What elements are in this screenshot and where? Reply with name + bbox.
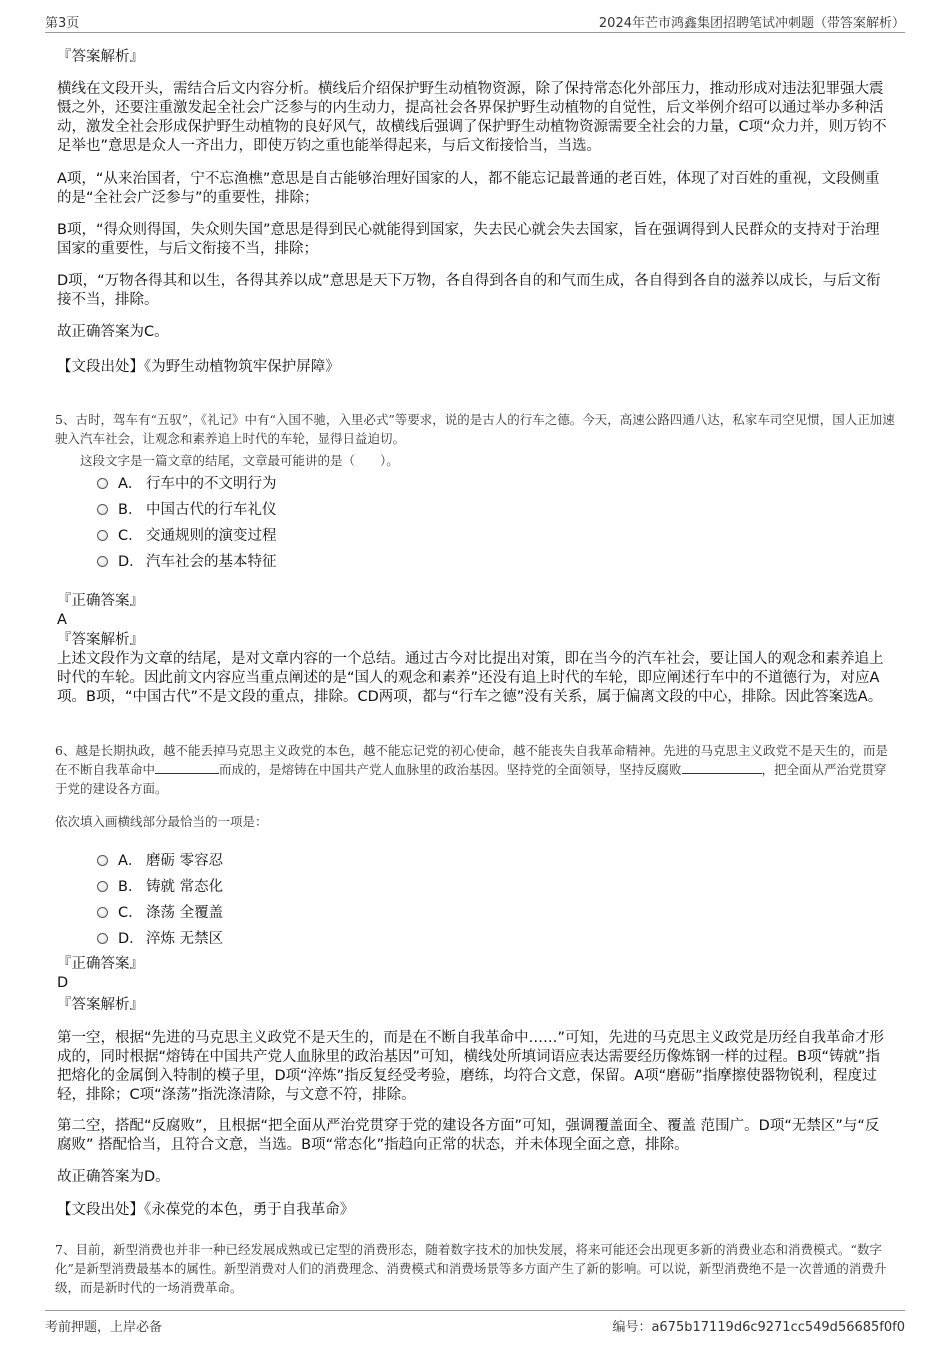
q4-analysis-p1: 横线在文段开头，需结合后文内容分析。横线后介绍保护野生动植物资源，除了保持常态化外部压力，推动形成对违法犯罪强大震慑之外，还要注重激发起全社会广泛参与的内生动力，提高社会各界保护野生动植物的自觉性，后文举例介绍可以通过举办多种活动，激发全社会形成保护野生动植物的良好风气，故横线后强调了保护野生动植物资源需要全社会的力量，C项“众力并，则万钧不足举也”意思是众人一齐出力，即使万钧之重也能举得起来，与后文衔接恰当，当选。 [57,81,887,154]
page-footer [45,1310,905,1337]
radio-icon[interactable] [97,907,108,918]
q4-answer-text: 故正确答案为C。 [57,324,169,340]
q6-analysis-p2: 第二空，搭配“反腐败”，且根据“把全面从严治党贯穿于党的建设各方面”可知，强调覆盖面全、覆盖 范围广。D项“无禁区”与“反腐败” 搭配恰当，且符合文意，当选。B项“常态化”指趋向正常的状态，并未体现全面之意，排除。 [57,1118,880,1153]
q6-answer-text: 故正确答案为D。 [57,1169,170,1185]
footer-slogan: 考前押题，上岸必备 [45,1320,163,1335]
q5-answer-label: 『正确答案』 [57,593,144,609]
q6-question: 依次填入画横线部分最恰当的一项是： [55,814,268,829]
document-title: 2024年芒市鸿鑫集团招聘笔试冲刺题（带答案解析） [598,16,905,31]
q6-option-d[interactable]: D． 淬炼 无禁区 [97,927,223,949]
q6-answer-label: 『正确答案』 [57,956,144,972]
radio-icon[interactable] [97,478,108,489]
q6-answer: D [57,975,69,991]
q5-option-c[interactable]: C． 交通规则的演变过程 [97,524,277,546]
q4-analysis-p2: A项，“从来治国者，宁不忘渔樵”意思是自古能够治理好国家的人，都不能忘记最普通的老百姓，体现了对百姓的重视，文段侧重的是“全社会广泛参与”的重要性，排除； [57,171,880,206]
q5-option-d[interactable]: D． 汽车社会的基本特征 [97,550,277,572]
blank-2 [682,761,762,774]
q6-option-a[interactable]: A． 磨砺 零容忍 [97,849,223,871]
document-id: 编号：a675b17119d6c9271cc549d56685f0f0 [612,1320,905,1335]
q5-question: 这段文字是一篇文章的结尾，文章最可能讲的是（ ）。 [80,453,399,468]
q4-analysis-p4: D项，“万物各得其和以生，各得其养以成”意思是天下万物，各自得到各自的和气而生成，各自得到各自的滋养以成长，与后文衔接不当，排除。 [57,273,881,308]
q6-option-b[interactable]: B． 铸就 常态化 [97,875,223,897]
radio-icon[interactable] [97,504,108,515]
page-number: 第3页 [45,16,80,31]
q6-analysis-p1: 第一空，根据“先进的马克思主义政党不是天生的，而是在不断自我革命中……”可知，先进的马克思主义政党是历经自我革命才形成的，同时根据“熔铸在中国共产党人血脉里的政治基因”可知，横线处所填词语应表达需要经历像炼钢一样的过程。B项“铸就”指把熔化的金属倒入特制的模子里，D项“淬炼”指反复经受考验，磨练，均符合文意，保留。A项“磨砺”指摩擦使器物锐利，程度过轻，排除；C项“涤荡”指洗涤清除，与文意不符，排除。 [57,1030,885,1103]
q6-source: 【文段出处】《永葆党的本色，勇于自我革命》 [57,1202,355,1218]
q6-analysis-label: 『答案解析』 [57,997,144,1013]
q4-source: 【文段出处】《为野生动植物筑牢保护屏障》 [57,359,340,375]
q4-analysis-label: 『答案解析』 [57,49,144,65]
q5-option-b[interactable]: B． 中国古代的行车礼仪 [97,498,277,520]
page-header [45,8,905,33]
radio-icon[interactable] [97,556,108,567]
radio-icon[interactable] [97,881,108,892]
radio-icon[interactable] [97,933,108,944]
q6-option-c[interactable]: C． 涤荡 全覆盖 [97,901,223,923]
blank-1 [155,761,219,774]
q7-stem: 7、目前，新型消费也并非一种已经发展成熟或已定型的消费形态，随着数字技术的加快发展，将来可能还会出现更多新的消费业态和消费模式。“数字化”是新型消费最基本的属性。新型消费对人们的消费理念、消费模式和消费场景等多方面产生了新的影响。可以说，新型消费绝不是一次普通的消费升级，而是新时代的一场消费革命。 [55,1242,887,1295]
q5-analysis: 上述文段作为文章的结尾，是对文章内容的一个总结。通过古今对比提出对策，即在当今的汽车社会，要让国人的观念和素养追上时代的车轮。因此前文内容应当重点阐述的是“国人的观念和素养”还没有追上时代的车轮，即应阐述行车中的不道德行为，对应A项。B项，“中国古代”不是文段的重点，排除。CD两项，都与“行车之德”没有关系，属于偏离文段的中心，排除。因此答案选A。 [57,651,884,705]
q5-analysis-label: 『答案解析』 [57,632,144,648]
radio-icon[interactable] [97,530,108,541]
q6-stem: 6、越是长期执政，越不能丢掉马克思主义政党的本色，越不能忘记党的初心使命，越不能丧失自我革命精神。先进的马克思主义政党不是天生的，而是在不断自我革命中 而成的，是熔铸在中国共产党人血脉里的政治基因。坚持党的全面领导，坚持反腐败 ，把全面从严治党贯穿于党的建设各方面。 [55,743,888,796]
q5-option-a[interactable]: A． 行车中的不文明行为 [97,472,277,494]
q5-answer: A [57,612,67,628]
q4-analysis-p3: B项，“得众则得国，失众则失国”意思是得到民心就能得到国家，失去民心就会失去国家，旨在强调得到人民群众的支持对于治理国家的重要性，与后文衔接不当，排除； [57,222,880,257]
radio-icon[interactable] [97,855,108,866]
q5-stem: 5、古时，驾车有“五驭”，《礼记》中有“入国不驰，入里必式”等要求，说的是古人的行车之德。今天，高速公路四通八达，私家车司空见惯，国人正加速驶入汽车社会，让观念和素养追上时代的车轮，显得日益迫切。 [55,412,895,446]
